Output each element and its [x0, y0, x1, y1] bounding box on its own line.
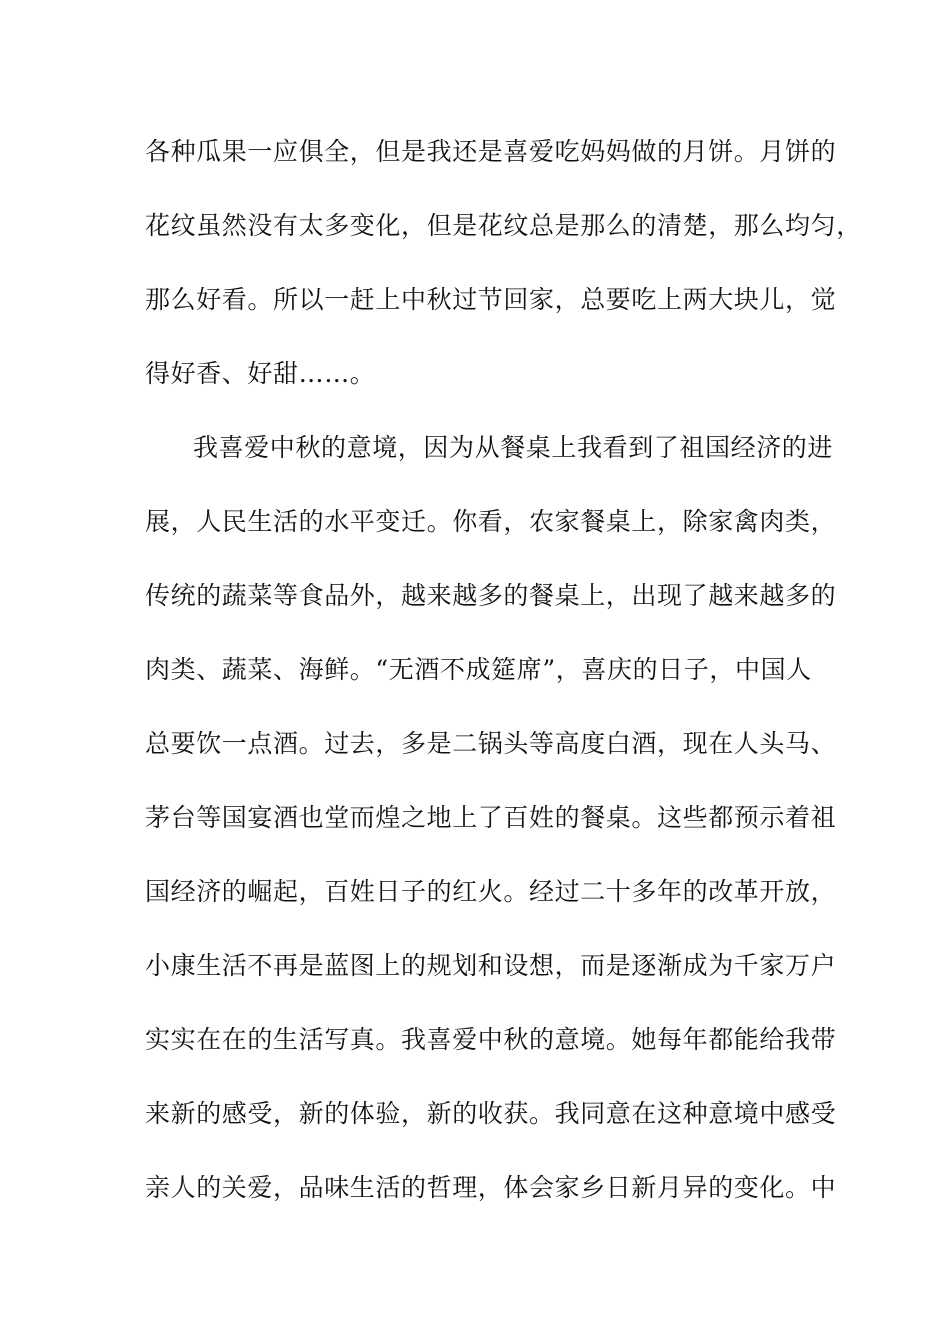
text-line: 亲人的关爱，品味生活的哲理，体会家乡日新月异的变化。中	[145, 1173, 837, 1202]
text-line: 实实在在的生活写真。我喜爱中秋的意境。她每年都能给我带	[145, 1025, 837, 1054]
text-line: 国经济的崛起，百姓日子的红火。经过二十多年的改革开放，	[145, 877, 837, 906]
paragraph-first-line: 我喜爱中秋的意境，因为从餐桌上我看到了祖国经济的进	[193, 433, 834, 462]
text-line: 传统的蔬菜等食品外，越来越多的餐桌上，出现了越来越多的	[145, 581, 837, 610]
text-line: 总要饮一点酒。过去，多是二锅头等高度白酒，现在人头马、	[145, 729, 837, 758]
text-line: 茅台等国宴酒也堂而煌之地上了百姓的餐桌。这些都预示着祖	[145, 803, 837, 832]
text-line: 肉类、蔬菜、海鲜。“无酒不成筵席”，喜庆的日子，中国人	[145, 655, 812, 684]
text-line: 展，人民生活的水平变迁。你看，农家餐桌上，除家禽肉类，	[145, 507, 837, 536]
text-line: 小康生活不再是蓝图上的规划和设想，而是逐渐成为千家万户	[145, 951, 837, 980]
text-line: 花纹虽然没有太多变化，但是花纹总是那么的清楚，那么均匀，	[145, 211, 862, 240]
text-line: 得好香、好甜……。	[145, 359, 376, 388]
text-line: 各种瓜果一应俱全，但是我还是喜爱吃妈妈做的月饼。月饼的	[145, 137, 837, 166]
text-line: 那么好看。所以一赶上中秋过节回家，总要吃上两大块儿，觉	[145, 285, 837, 314]
text-line: 来新的感受，新的体验，新的收获。我同意在这种意境中感受	[145, 1099, 837, 1128]
